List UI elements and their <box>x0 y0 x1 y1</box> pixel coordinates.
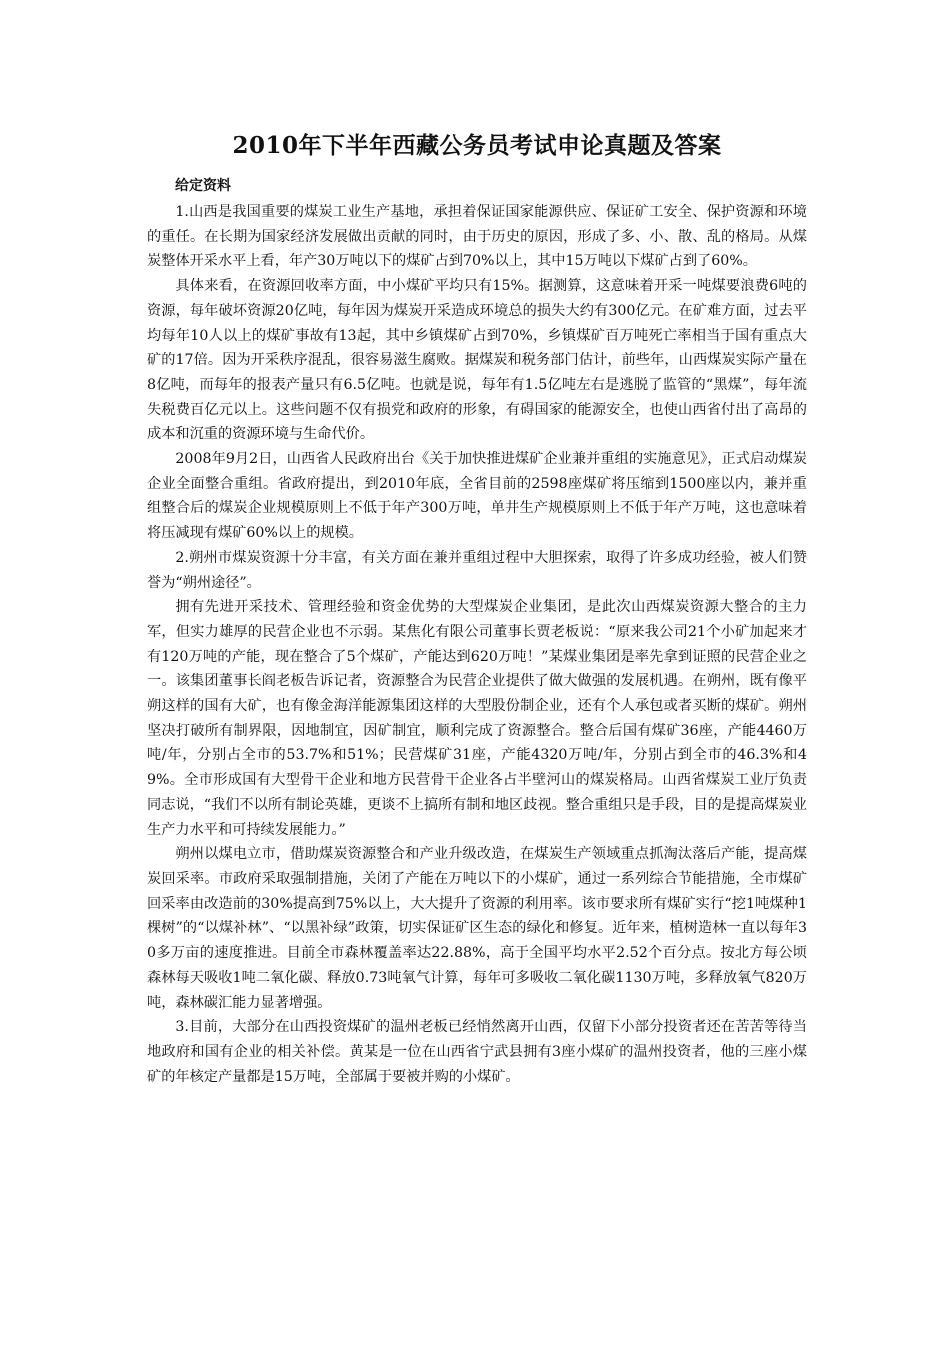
paragraph: 3.目前，大部分在山西投资煤矿的温州老板已经悄然离开山西，仅留下小部分投资者还在苦苦等待当地政府和国有企业的相关补偿。黄某是一位在山西省宁武县拥有3座小煤矿的温州投资者，他的三座小煤矿的年核定产量都是15万吨，全部属于要被并购的小煤矿。 <box>147 1019 807 1085</box>
section-heading: 给定资料 <box>175 178 231 194</box>
document-body <box>147 200 807 1089</box>
paragraph: 朔州以煤电立市，借助煤炭资源整合和产业升级改造，在煤炭生产领域重点抓淘汰落后产能，提高煤炭回采率。市政府采取强制措施，关闭了产能在万吨以下的小煤矿，通过一系列综合节能措施，全市煤矿回采率由改造前的30%提高到75%以上，大大提升了资源的利用率。该市要求所有煤矿实行“挖1吨煤种1棵树”的“以煤补林”、“以黑补绿”政策，切实保证矿区生态的绿化和修复。近年来，植树造林一直以每年30多万亩的速度推进。目前全市森林覆盖率达22.88%，高于全国平均水平2.52个百分点。按北方每公顷森林每天吸收1吨二氧化碳、释放0.73吨氧气计算，每年可多吸收二氧化碳1130万吨，多释放氧气820万吨，森林碳汇能力显著增强。 <box>147 846 807 1011</box>
paragraph: 拥有先进开采技术、管理经验和资金优势的大型煤炭企业集团，是此次山西煤炭资源大整合的主力军，但实力雄厚的民营企业也不示弱。某焦化有限公司董事长贾老板说：“原来我公司21个小矿加起来才有120万吨的产能，现在整合了5个煤矿，产能达到620万吨！”某煤业集团是率先拿到证照的民营企业之一。该集团董事长阎老板告诉记者，资源整合为民营企业提供了做大做强的发展机遇。在朔州，既有像平朔这样的国有大矿，也有像金海洋能源集团这样的大型股份制企业，还有个人承包或者买断的煤矿。朔州坚决打破所有制界限，因地制宜，因矿制宜，顺利完成了资源整合。整合后国有煤矿36座，产能4460万吨/年，分别占全市的53.7%和51%；民营煤矿31座，产能4320万吨/年，分别占到全市的46.3%和49%。全市形成国有大型骨干企业和地方民营骨干企业各占半壁河山的煤炭格局。山西省煤炭工业厅负责同志说，“我们不以所有制论英雄，更谈不上搞所有制和地区歧视。整合重组只是手段，目的是提高煤炭业生产力水平和可持续发展能力。” <box>147 599 807 838</box>
paragraph: 2008年9月2日，山西省人民政府出台《关于加快推进煤矿企业兼并重组的实施意见》，正式启动煤炭企业全面整合重组。省政府提出，到2010年底，全省目前的2598座煤矿将压缩到1500座以内，兼并重组整合后的煤炭企业规模原则上不低于年产300万吨，单井生产规模原则上不低于年产万吨，这也意味着将压减现有煤矿60%以上的规模。 <box>147 451 807 542</box>
document-page <box>147 0 807 1346</box>
paragraph: 1.山西是我国重要的煤炭工业生产基地，承担着保证国家能源供应、保证矿工安全、保护资源和环境的重任。在长期为国家经济发展做出贡献的同时，由于历史的原因，形成了多、小、散、乱的格局。从煤炭整体开采水平上看，年产30万吨以下的煤矿占到70%以上，其中15万吨以下煤矿占到了60%。 <box>147 204 807 270</box>
paragraph: 具体来看，在资源回收率方面，中小煤矿平均只有15%。据测算，这意味着开采一吨煤要浪费6吨的资源，每年破坏资源20亿吨，每年因为煤炭开采造成环境总的损失大约有300亿元。在矿难方面，过去平均每年10人以上的煤矿事故有13起，其中乡镇煤矿占到70%，乡镇煤矿百万吨死亡率相当于国有重点大矿的17倍。因为开采秩序混乱，很容易滋生腐败。据煤炭和税务部门估计，前些年，山西煤炭实际产量在8亿吨，而每年的报表产量只有6.5亿吨。也就是说，每年有1.5亿吨左右是逃脱了监管的“黑煤”，每年流失税费百亿元以上。这些问题不仅有损党和政府的形象，有碍国家的能源安全，也使山西省付出了高昂的成本和沉重的资源环境与生命代价。 <box>147 278 807 443</box>
paragraph: 2.朔州市煤炭资源十分丰富，有关方面在兼并重组过程中大胆探索，取得了许多成功经验，被人们赞誉为“朔州途径”。 <box>147 549 807 591</box>
document-title: 2010年下半年西藏公务员考试申论真题及答案 <box>232 132 722 159</box>
